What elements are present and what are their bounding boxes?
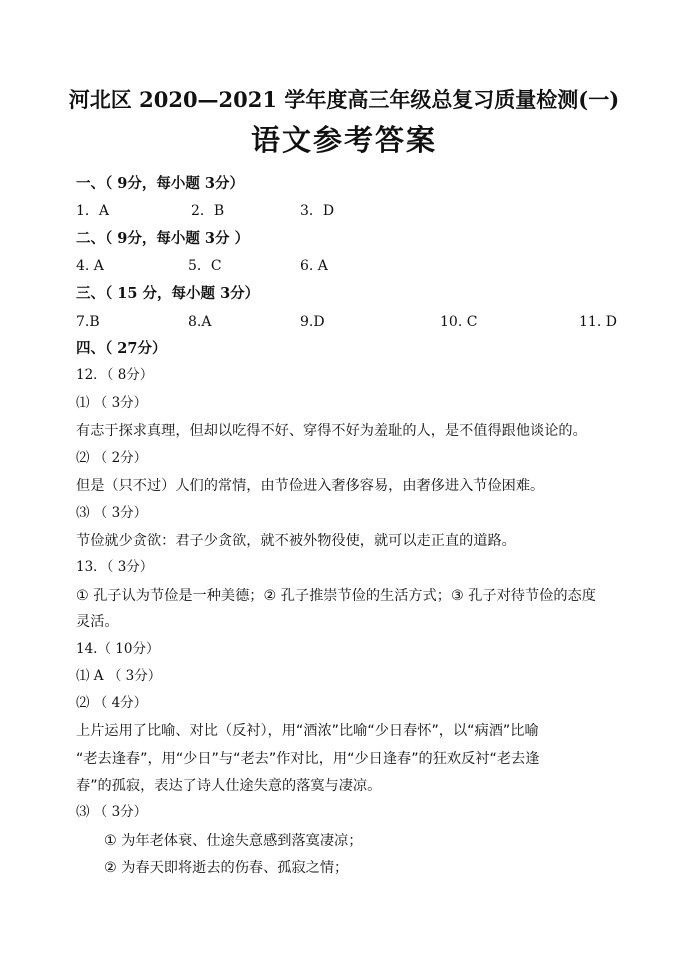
answer-item: 2．B bbox=[191, 203, 225, 219]
question-12-label: 12．（ 8分） bbox=[76, 367, 154, 383]
question-14-part-3-label: ⑶ （ 3分） bbox=[76, 804, 148, 820]
question-14-part-2-answer-line-1: 上片运用了比喻、对比（反衬），用“酒浓”比喻“少日春怀”，以“病酒”比喻 bbox=[76, 723, 539, 739]
answer-item: 7.B bbox=[76, 314, 100, 330]
question-14-part-2-answer-line-2: “老去逢春”，用“少日”与“老去”作对比，用“少日逢春”的狂欢反衬“老去逢 bbox=[76, 751, 540, 767]
question-12-part-1-answer: 有志于探求真理，但却以吃得不好、穿得不好为羞耻的人，是不值得跟他谈论的。 bbox=[76, 423, 587, 439]
question-14-part-2-answer-line-3: 春”的孤寂，表达了诗人仕途失意的落寞与凄凉。 bbox=[76, 778, 382, 794]
question-13-answer-line-2: 灵活。 bbox=[76, 614, 119, 630]
question-14-part-3-item-1: ① 为年老体衰、仕途失意感到落寞凄凉； bbox=[104, 833, 363, 849]
question-12-part-3-answer: 节俭就少贪欲：君子少贪欲，就不被外物役使，就可以走正直的道路。 bbox=[76, 533, 516, 549]
section-4-heading: 四、（ 27分） bbox=[76, 340, 167, 357]
question-14-part-2-label: ⑵ （ 4分） bbox=[76, 695, 148, 711]
answer-item: 3．D bbox=[300, 203, 335, 219]
question-13-label: 13．（ 3分） bbox=[76, 559, 154, 575]
question-12-part-2-label: ⑵ （ 2分） bbox=[76, 450, 148, 466]
section-2-answers bbox=[76, 259, 616, 275]
question-12-part-1-label: ⑴ （ 3分） bbox=[76, 395, 148, 411]
answer-item: 11. D bbox=[579, 314, 617, 330]
section-1-heading: 一、（ 9分，每小题 3分） bbox=[76, 175, 245, 192]
answer-item: 9.D bbox=[300, 314, 325, 330]
question-14-part-3-item-2: ② 为春天即将逝去的伤春、孤寂之情； bbox=[104, 860, 349, 876]
question-13-answer-line-1: ① 孔子认为节俭是一种美德；② 孔子推崇节俭的生活方式；③ 孔子对待节俭的态度 bbox=[76, 588, 596, 604]
page-subtitle: 语文参考答案 bbox=[250, 123, 437, 157]
question-14-part-1: ⑴ A （ 3分） bbox=[76, 668, 162, 684]
section-3-heading: 三、（ 15 分，每小题 3分） bbox=[76, 285, 260, 302]
answer-item: 5．C bbox=[188, 258, 222, 274]
answer-item: 8.A bbox=[188, 314, 212, 330]
section-2-heading: 二、（ 9分，每小题 3分 ） bbox=[76, 230, 250, 247]
question-12-part-3-label: ⑶ （ 3分） bbox=[76, 505, 148, 521]
question-14-label: 14.（ 10分） bbox=[76, 641, 160, 657]
page-title: 河北区 2020—2021 学年度高三年级总复习质量检测(一) bbox=[68, 87, 620, 112]
question-12-part-2-answer: 但是（只不过）人们的常情，由节俭进入奢侈容易，由奢侈进入节俭困难。 bbox=[76, 478, 545, 494]
section-1-answers bbox=[76, 204, 616, 220]
answer-item: 4. A bbox=[76, 258, 104, 274]
answer-item: 1．A bbox=[76, 203, 110, 219]
answer-item: 10. C bbox=[440, 314, 478, 330]
section-3-answers bbox=[76, 315, 616, 331]
answer-item: 6. A bbox=[300, 258, 328, 274]
